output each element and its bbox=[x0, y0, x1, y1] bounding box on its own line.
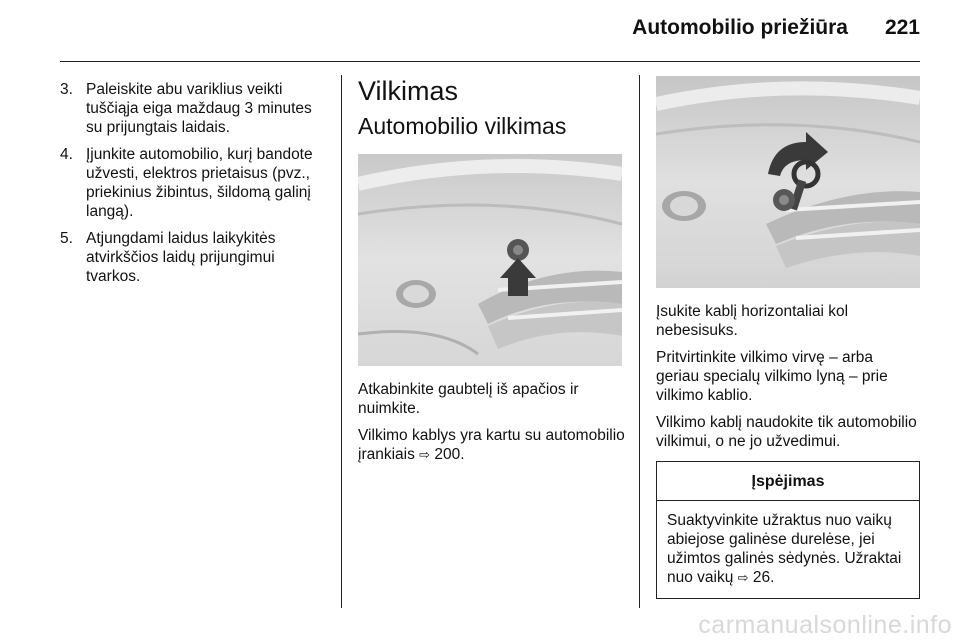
warning-title: Įspėjimas bbox=[657, 462, 919, 501]
list-number: 3. bbox=[60, 81, 73, 98]
warning-text: Suaktyvinkite užraktus nuo vaikų abiejose galinėse durelėse, jei užimtos galinės sėdynės. Užraktai nuo vaikų bbox=[667, 512, 902, 586]
right-column bbox=[656, 76, 920, 599]
warning-box bbox=[656, 461, 920, 599]
header-rule bbox=[60, 61, 920, 62]
paragraph: Pritvirtinkite vilkimo virvę – arba geriau specialų vilkimo lyną – prie vilkimo kablio. bbox=[656, 349, 888, 404]
paragraph bbox=[358, 426, 628, 465]
list-text: Paleiskite abu variklius veikti tuščiąja eiga maždaug 3 minutes su prijungtais laidais. bbox=[86, 81, 312, 136]
warning-body bbox=[657, 501, 919, 598]
list-item bbox=[60, 80, 330, 137]
list-text: Įjunkite automobilio, kurį bandote užvesti, elektros prietaisus (pvz., priekinius žibintus, šildomą galinį langą). bbox=[86, 146, 313, 220]
bumper-cap-illustration bbox=[358, 154, 622, 366]
paragraph: Įsukite kablį horizontaliai kol nebesisuks. bbox=[656, 303, 849, 339]
paragraph: Vilkimo kablį naudokite tik automobilio vilkimui, o ne jo užvedimui. bbox=[656, 414, 917, 450]
paragraph-text: Vilkimo kablys yra kartu su automobilio įrankiais bbox=[358, 427, 625, 463]
list-text: Atjungdami laidus laikykitės atvirkščios laidų prijungimui tvarkos. bbox=[86, 230, 276, 285]
section-heading: Vilkimas bbox=[358, 76, 459, 106]
middle-column bbox=[358, 76, 628, 473]
column-separator bbox=[639, 75, 640, 608]
reference-arrow-icon: ⇨ bbox=[419, 448, 431, 463]
page-reference: 26. bbox=[752, 569, 775, 586]
column-separator bbox=[341, 75, 342, 608]
page-number: 221 bbox=[884, 16, 920, 39]
section-subheading: Automobilio vilkimas bbox=[358, 113, 567, 139]
paragraph: Atkabinkite gaubtelį iš apačios ir nuimkite. bbox=[358, 381, 579, 417]
list-item bbox=[60, 229, 330, 286]
left-column bbox=[60, 80, 330, 294]
list-number: 4. bbox=[60, 146, 73, 163]
watermark: carmanualsonline.info bbox=[698, 611, 952, 639]
list-number: 5. bbox=[60, 230, 73, 247]
page-reference: 200. bbox=[434, 446, 465, 463]
tow-hook-illustration bbox=[656, 76, 920, 288]
list-item bbox=[60, 145, 330, 221]
page-header-title: Automobilio priežiūra bbox=[632, 16, 848, 39]
reference-arrow-icon: ⇨ bbox=[737, 571, 749, 586]
